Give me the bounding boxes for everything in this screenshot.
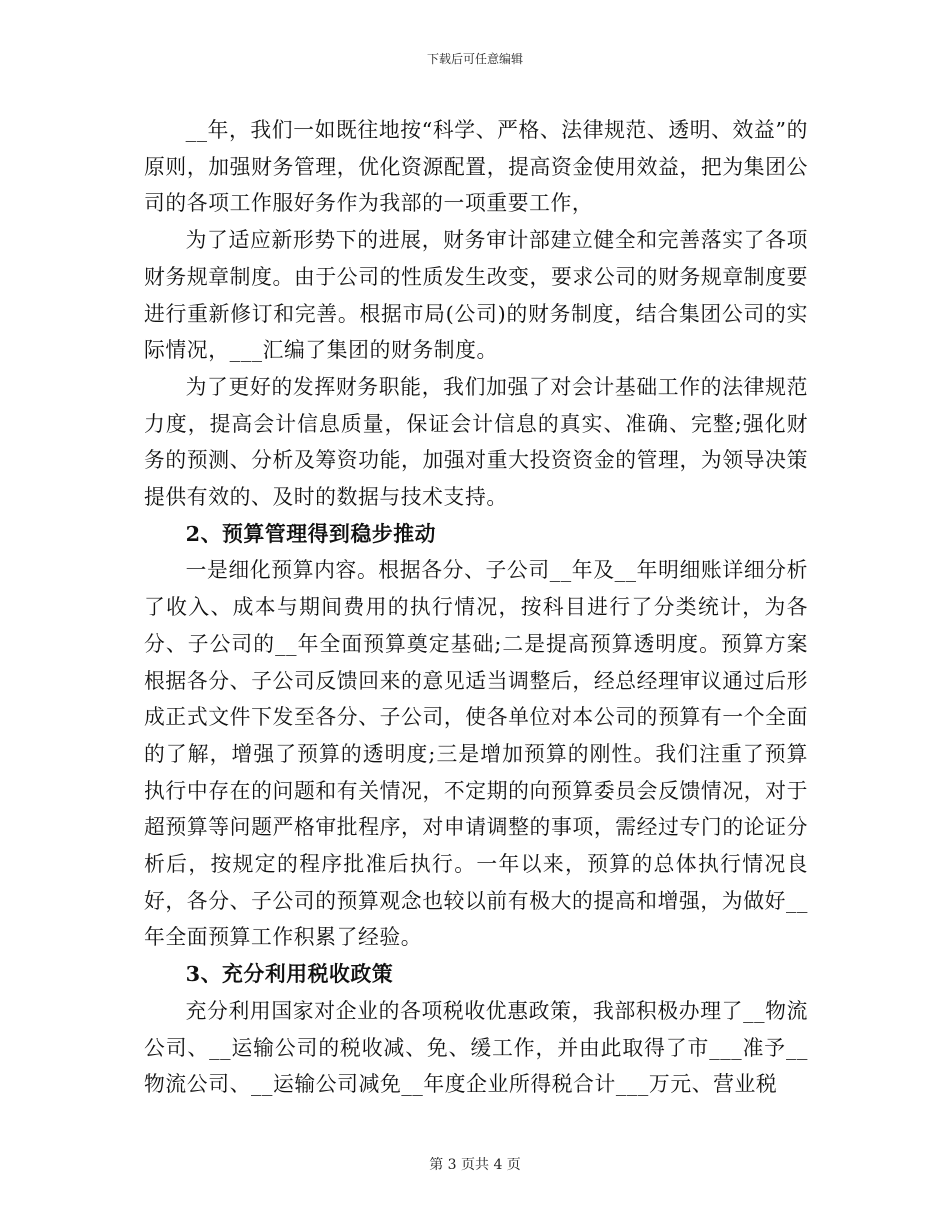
paragraph-budget-management: 一是细化预算内容。根据各分、子公司__年及__年明细账详细分析了收入、成本与期间费用的执行情况，按科目进行了分类统计，为各分、子公司的__年全面预算奠定基础;二是提高预算透明度。预算方案根据各分、子公司反馈回来的意见适当调整后，经总经理审议通过后形成正式文件下发至各分、子公司，使各单位对本公司的预算有一个全面的了解，增强了预算的透明度;三是增加预算的刚性。我们注重了预算执行中存在的问题和有关情况，不定期的向预算委员会反馈情况，对于超预算等问题严格审批程序，对申请调整的事项，需经过专门的论证分析后，按规定的程序批准后执行。一年以来，预算的总体执行情况良好，各分、子公司的预算观念也较以前有极大的提高和增强，为做好__年全面预算工作积累了经验。 [144,558,808,950]
paragraph-finance-principles: __年，我们一如既往地按“科学、严格、法律规范、透明、效益”的原则，加强财务管理，优化资源配置，提高资金使用效益，把为集团公司的各项工作服好务作为我部的一项重要工作， [144,118,808,216]
page-header: 下载后可任意编辑 [426,52,523,66]
paragraph-finance-regulations: 为了适应新形势下的进展，财务审计部建立健全和完善落实了各项财务规章制度。由于公司的性质发生改变，要求公司的财务规章制度要进行重新修订和完善。根据市局(公司)的财务制度，结合集团公司的实际情况，___汇编了集团的财务制度。 [144,228,808,363]
section-heading-budget: 2、预算管理得到稳步推动 [185,520,437,546]
paragraph-tax-policy: 充分利用国家对企业的各项税收优惠政策，我部积极办理了__物流公司、__运输公司的税收减、免、缓工作，并由此取得了市___准予__物流公司、__运输公司减免__年度企业所得税合计___万元、营业税 [144,998,808,1097]
document-body [144,112,808,1103]
section-heading-tax: 3、充分利用税收政策 [185,961,394,987]
page-number: 第 3 页共 4 页 [429,1157,521,1173]
paragraph-accounting-foundation: 为了更好的发挥财务职能，我们加强了对会计基础工作的法律规范力度，提高会计信息质量，保证会计信息的真实、准确、完整;强化财务的预测、分析及筹资功能，加强对重大投资资金的管理，为领导决策提供有效的、及时的数据与技术支持。 [144,374,808,510]
